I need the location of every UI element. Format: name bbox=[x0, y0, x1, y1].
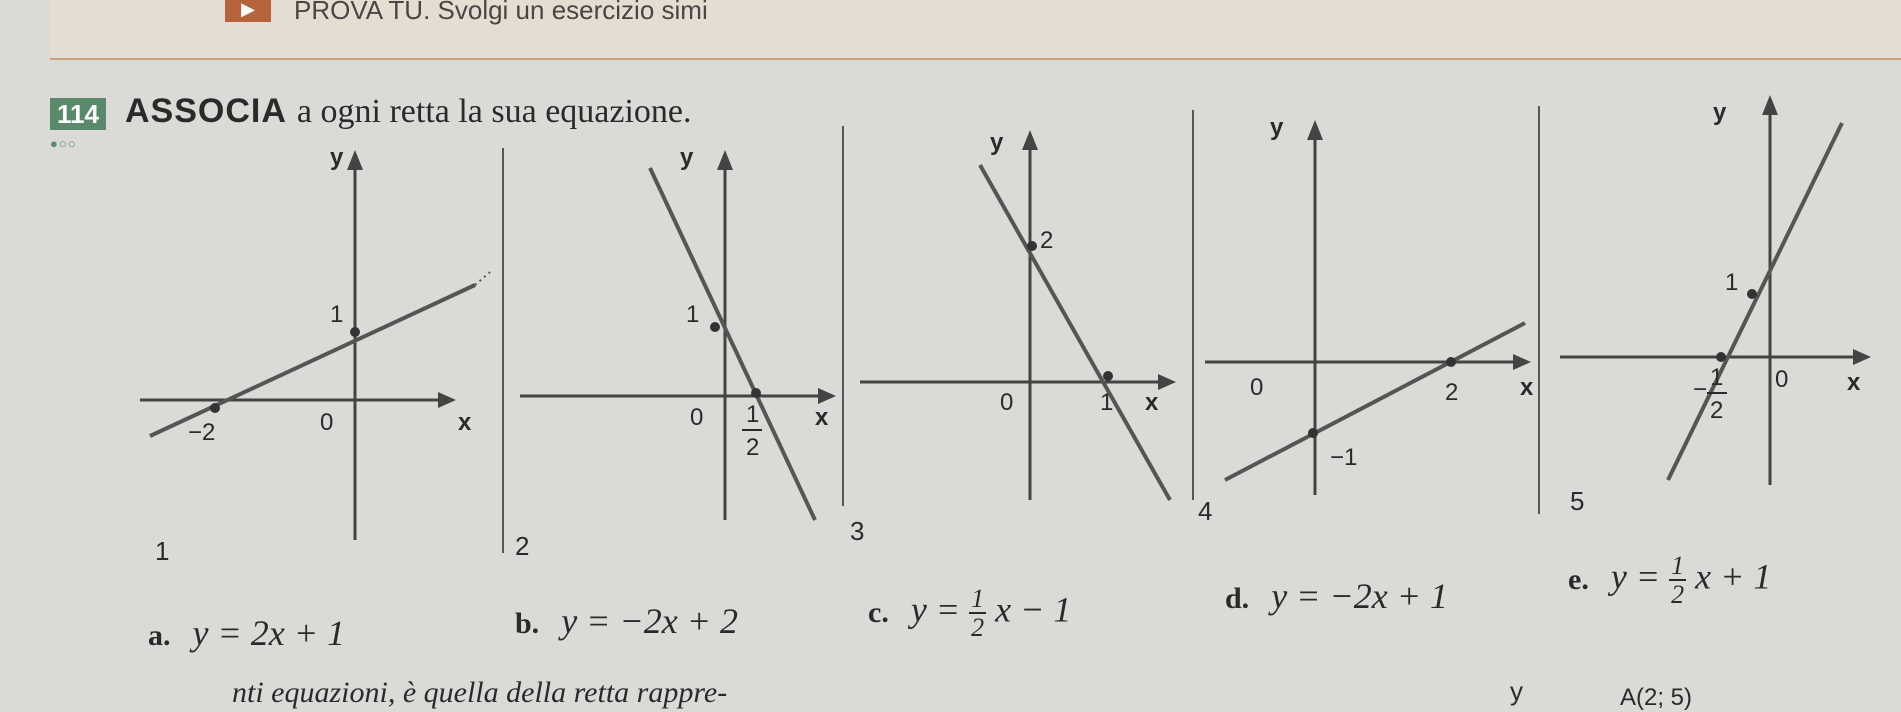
fraction-numerator: 1 bbox=[971, 584, 985, 613]
x-arrow-icon bbox=[1158, 374, 1176, 390]
origin-label: 0 bbox=[320, 409, 334, 436]
x-arrow-icon bbox=[818, 388, 836, 404]
graph-line bbox=[1668, 123, 1842, 480]
tick-2: 2 bbox=[1445, 379, 1459, 406]
point-y-intercept bbox=[1308, 428, 1318, 438]
point-y-intercept bbox=[350, 327, 360, 337]
separator bbox=[1538, 106, 1540, 514]
banner-text: PROVA TU. Svolgi un esercizio simi bbox=[294, 0, 708, 25]
answer-equation: y = −2x + 1 bbox=[1271, 576, 1449, 616]
origin-label: 0 bbox=[1000, 389, 1014, 416]
answer-letter: c. bbox=[868, 595, 889, 629]
bottom-y-label: y bbox=[1510, 676, 1523, 706]
answer-b[interactable] bbox=[515, 600, 738, 642]
x-arrow-icon bbox=[1853, 349, 1871, 365]
top-banner bbox=[50, 0, 1901, 60]
answer-equation: y = 2x + 1 bbox=[192, 613, 346, 653]
x-axis-label: x bbox=[815, 404, 829, 431]
x-arrow-icon bbox=[1513, 354, 1531, 370]
answer-letter: d. bbox=[1225, 582, 1250, 615]
y-arrow-icon bbox=[1762, 95, 1778, 115]
graph-line bbox=[650, 168, 815, 520]
separator bbox=[502, 148, 504, 553]
graph-number: 3 bbox=[850, 516, 865, 546]
bottom-point-label: A(2; 5) bbox=[1620, 684, 1693, 711]
graph-3 bbox=[850, 120, 1190, 546]
y-axis-label: y bbox=[1713, 99, 1727, 126]
origin-label: 0 bbox=[1775, 366, 1789, 393]
y-arrow-icon bbox=[1307, 120, 1323, 140]
graph-2 bbox=[510, 140, 840, 560]
tick-1: 1 bbox=[686, 301, 700, 328]
line-dots bbox=[475, 272, 490, 285]
answer-c[interactable] bbox=[868, 585, 1071, 642]
graph-line bbox=[980, 165, 1170, 500]
play-icon: ▶ bbox=[225, 0, 271, 22]
fraction-numerator: 1 bbox=[1671, 551, 1685, 580]
answer-equation-rhs: x + 1 bbox=[1695, 556, 1772, 597]
graph-number: 4 bbox=[1198, 496, 1213, 526]
tick-half-den: 2 bbox=[1710, 397, 1724, 424]
point-x-intercept bbox=[1103, 371, 1113, 381]
y-arrow-icon bbox=[347, 150, 363, 170]
tick-1: 1 bbox=[330, 301, 344, 328]
answer-letter: a. bbox=[148, 619, 171, 652]
y-arrow-icon bbox=[717, 150, 733, 170]
graph-4 bbox=[1195, 110, 1535, 530]
graph-line bbox=[150, 285, 475, 436]
x-axis-label: x bbox=[1145, 389, 1159, 416]
point-x-intercept bbox=[751, 388, 761, 398]
graph-number: 5 bbox=[1570, 486, 1585, 516]
point-x-intercept bbox=[1716, 352, 1726, 362]
answer-fraction bbox=[969, 585, 986, 642]
tick-half-num: 1 bbox=[1710, 364, 1724, 391]
exercise-number: 114 bbox=[50, 98, 106, 130]
answer-d[interactable] bbox=[1225, 575, 1448, 617]
tick-2: 2 bbox=[1040, 227, 1054, 254]
separator bbox=[842, 126, 844, 506]
answer-fraction bbox=[1669, 552, 1686, 609]
answer-a[interactable] bbox=[148, 612, 345, 654]
x-axis-label: x bbox=[1847, 369, 1861, 396]
tick-half-den: 2 bbox=[746, 434, 760, 461]
tick-minus-1: −1 bbox=[1330, 444, 1358, 471]
graph-1 bbox=[140, 140, 500, 566]
y-axis-label: y bbox=[990, 129, 1004, 156]
fraction-denominator: 2 bbox=[971, 613, 985, 643]
y-axis-label: y bbox=[680, 144, 694, 171]
instruction-keyword: ASSOCIA bbox=[125, 92, 287, 130]
graph-line bbox=[1225, 323, 1525, 480]
answer-equation-lhs: y = bbox=[910, 589, 970, 630]
graph-number: 2 bbox=[515, 531, 530, 561]
x-arrow-icon bbox=[438, 392, 456, 408]
tick-minus-2: −2 bbox=[188, 419, 216, 446]
y-axis-label: y bbox=[1270, 114, 1284, 141]
exercise-instruction bbox=[125, 92, 692, 131]
instruction-text: a ogni retta la sua equazione. bbox=[296, 93, 692, 130]
graph-number: 1 bbox=[155, 536, 170, 566]
answer-letter: b. bbox=[515, 607, 540, 640]
answer-equation: y = −2x + 2 bbox=[561, 601, 739, 641]
next-exercise-text: nti equazioni, è quella della retta rappre- bbox=[232, 676, 728, 709]
graph-5 bbox=[1545, 85, 1895, 525]
separator bbox=[1192, 110, 1194, 500]
difficulty-indicator: ●○○ bbox=[50, 136, 77, 151]
origin-label: 0 bbox=[690, 404, 704, 431]
point-y-intercept bbox=[710, 322, 720, 332]
y-arrow-icon bbox=[1022, 130, 1038, 150]
answer-e[interactable] bbox=[1568, 552, 1771, 609]
tick-minus-sign: − bbox=[1693, 376, 1708, 403]
y-axis-label: y bbox=[330, 144, 344, 171]
tick-1: 1 bbox=[1100, 389, 1114, 416]
tick-1: 1 bbox=[1725, 269, 1739, 296]
tick-half-num: 1 bbox=[746, 401, 760, 428]
answer-equation-lhs: y = bbox=[1610, 556, 1670, 597]
point-y-intercept bbox=[1027, 241, 1037, 251]
answer-letter: e. bbox=[1568, 562, 1589, 596]
origin-label: 0 bbox=[1250, 374, 1264, 401]
x-axis-label: x bbox=[458, 409, 472, 436]
x-axis-label: x bbox=[1520, 374, 1534, 401]
point-y-intercept bbox=[1747, 289, 1757, 299]
point-x-intercept bbox=[210, 403, 220, 413]
point-x-intercept bbox=[1446, 357, 1456, 367]
fraction-denominator: 2 bbox=[1671, 580, 1685, 610]
answer-equation-rhs: x − 1 bbox=[995, 589, 1072, 630]
